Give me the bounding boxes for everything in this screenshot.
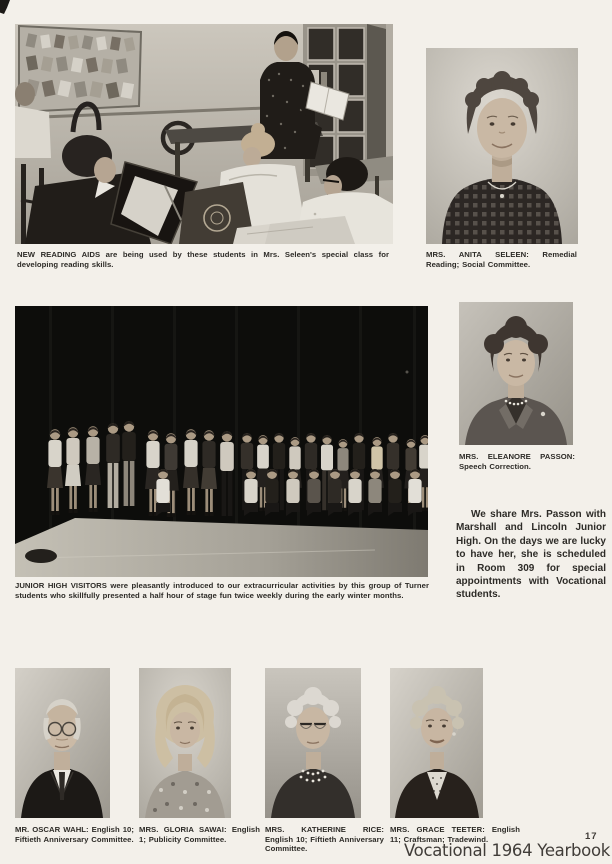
watermark-text: Vocational 1964 Yearbook [403, 841, 610, 860]
seleen-portrait-photo [426, 48, 578, 244]
rice-portrait-photo [265, 668, 361, 818]
passon-note-paragraph: We share Mrs. Passon with Marshall and Lincoln Junior High. On the days we are lucky to have her, she is scheduled in Room 309 for special appointments with Vocational students. [456, 509, 606, 601]
teeter-portrait-photo [390, 668, 483, 818]
sawai-portrait-photo [139, 668, 231, 818]
wahl-portrait-photo [15, 668, 110, 818]
caption-sawai: MRS. GLORIA SAWAI: English 1; Publicity Committee. [139, 825, 260, 844]
caption-rice: MRS. KATHERINE RICE: English 10; Fiftieth Anniversary Committee. [265, 825, 384, 854]
caption-junior-high-visitors: JUNIOR HIGH VISITORS were pleasantly introduced to our extracurricular activities by this group of Turner students who skillfully presented a half hour of stage fun twice weekly during the early winter months. [15, 581, 429, 600]
caption-seleen: MRS. ANITA SELEEN: Remedial Reading; Social Committee. [426, 250, 577, 269]
caption-passon: MRS. ELEANORE PASSON: Speech Correction. [459, 452, 575, 471]
classroom-reading-class-photo [15, 24, 393, 244]
caption-wahl: MR. OSCAR WAHL: English 10; Fiftieth Anniversary Committee. [15, 825, 134, 844]
scan-corner-mark [0, 0, 10, 14]
page-number: 17 [585, 831, 598, 842]
passon-portrait-photo [459, 302, 573, 445]
junior-high-visitors-photo [15, 306, 428, 577]
caption-reading-aids: NEW READING AIDS are being used by these students in Mrs. Seleen's special class for developing reading skills. [17, 250, 389, 269]
caption-teeter: MRS. GRACE TEETER: English 11; Craftsman; Tradewind. [390, 825, 520, 844]
